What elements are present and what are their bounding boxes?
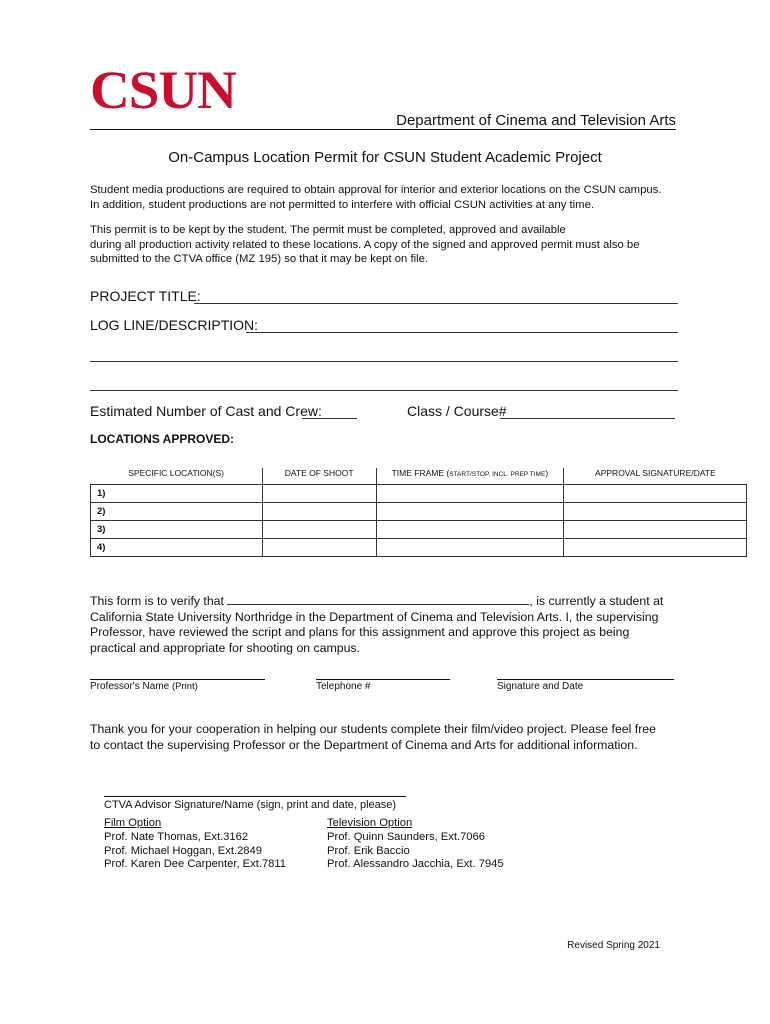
time-cell[interactable]	[376, 521, 564, 539]
project-title-label: PROJECT TITLE:	[90, 288, 201, 304]
thanks-line: to contact the supervising Professor or the Department of Cinema and Arts for additional information.	[90, 737, 638, 752]
intro-line: during all production activity related to these locations. A copy of the signed and approved permit must also be	[90, 238, 640, 251]
location-row	[91, 521, 747, 539]
column-header-approval: APPROVAL SIGNATURE/DATE	[564, 468, 747, 485]
page-title: On-Campus Location Permit for CSUN Student Academic Project	[168, 149, 602, 166]
verification-line: practical and appropriate for shooting on campus.	[90, 640, 361, 655]
film-advisor: Prof. Nate Thomas, Ext.3162	[104, 830, 249, 843]
logline-input-line-2[interactable]	[90, 346, 678, 362]
logline-label: LOG LINE/DESCRIPTION:	[90, 317, 259, 333]
approval-cell[interactable]	[564, 521, 747, 539]
date-cell[interactable]	[262, 539, 376, 557]
location-row	[91, 485, 747, 503]
column-header-location: SPECIFIC LOCATION(S)	[91, 468, 263, 485]
intro-line: This permit is to be kept by the student. The permit must be completed, approved and available	[90, 224, 566, 236]
approval-cell[interactable]	[564, 539, 747, 557]
intro-paragraph-2	[90, 223, 690, 267]
location-row	[91, 503, 747, 521]
verification-line: California State University Northridge in the Department of Cinema and Television Arts. I, the supervising	[90, 609, 659, 624]
film-option-list	[104, 817, 286, 872]
date-cell[interactable]	[262, 503, 376, 521]
tv-advisor: Prof. Alessandro Jacchia, Ext. 7945	[327, 858, 504, 871]
intro-paragraph-1	[90, 183, 690, 212]
class-course-label: Class / Course#	[407, 403, 507, 419]
date-cell[interactable]	[262, 485, 376, 503]
advisor-signature-line[interactable]	[104, 796, 406, 797]
time-cell[interactable]	[376, 539, 564, 557]
location-cell[interactable]: 3)	[91, 521, 263, 539]
film-advisor: Prof. Karen Dee Carpenter, Ext.7811	[104, 858, 287, 871]
time-frame-close: )	[545, 468, 549, 478]
intro-line: Student media productions are required to obtain approval for interior and exterior locations on the CSUN campus.	[90, 184, 662, 196]
tv-advisor: Prof. Erik Baccio	[327, 844, 410, 857]
locations-heading: LOCATIONS APPROVED:	[90, 432, 235, 446]
logline-input[interactable]	[246, 317, 678, 333]
student-name-input[interactable]	[227, 592, 529, 605]
thanks-paragraph	[90, 722, 700, 753]
locations-table	[90, 468, 747, 557]
approval-cell[interactable]	[564, 485, 747, 503]
professor-name-line[interactable]	[90, 679, 265, 680]
header-rule	[90, 129, 676, 130]
tv-advisor: Prof. Quinn Saunders, Ext.7066	[327, 830, 485, 843]
intro-line: In addition, student productions are not permitted to interfere with official CSUN activities at any time.	[90, 198, 595, 211]
cast-crew-input[interactable]	[302, 403, 357, 419]
verification-line: Professor, have reviewed the script and plans for this assignment and approve this project as being	[90, 625, 630, 639]
thanks-line: Thank you for your cooperation in helping our students complete their film/video project. Please feel free	[90, 722, 656, 736]
verification-paragraph	[90, 592, 690, 656]
professor-name-label	[90, 681, 198, 692]
signature-date-line[interactable]	[497, 679, 674, 680]
tv-option-heading: Television Option	[327, 817, 413, 829]
advisor-signature-label: CTVA Advisor Signature/Name (sign, print and date, please)	[104, 799, 397, 811]
approval-cell[interactable]	[564, 503, 747, 521]
film-advisor: Prof. Michael Hoggan, Ext.2849	[104, 844, 262, 857]
logline-input-line-3[interactable]	[90, 375, 678, 391]
class-course-input[interactable]	[500, 403, 675, 419]
csun-logo: CSUN	[90, 60, 236, 120]
date-cell[interactable]	[262, 521, 376, 539]
location-row	[91, 539, 747, 557]
professor-print-note: (Print)	[171, 681, 198, 692]
time-cell[interactable]	[376, 485, 564, 503]
department-name: Department of Cinema and Television Arts	[396, 112, 676, 129]
location-cell[interactable]: 2)	[91, 503, 263, 521]
telephone-line[interactable]	[316, 679, 450, 680]
time-frame-label: TIME FRAME (	[391, 468, 450, 478]
professor-name-text: Professor's Name	[90, 681, 170, 692]
verification-text-before: This form is to verify that	[90, 594, 224, 608]
film-option-heading: Film Option	[104, 817, 162, 829]
verification-text-after: , is currently a student at	[529, 594, 664, 608]
intro-line: submitted to the CTVA office (MZ 195) so that it may be kept on file.	[90, 253, 429, 265]
revision-note: Revised Spring 2021	[567, 940, 660, 951]
project-title-input[interactable]	[194, 288, 678, 304]
column-header-date: DATE OF SHOOT	[262, 468, 376, 485]
column-header-time-frame	[376, 468, 564, 485]
telephone-label: Telephone #	[316, 681, 371, 692]
time-cell[interactable]	[376, 503, 564, 521]
cast-crew-label: Estimated Number of Cast and Crew:	[90, 403, 322, 419]
location-cell[interactable]: 1)	[91, 485, 263, 503]
signature-date-label: Signature and Date	[497, 681, 584, 692]
time-frame-note: START/STOP, INCL. PREP TIME	[449, 471, 546, 478]
location-cell[interactable]: 4)	[91, 539, 263, 557]
tv-option-list	[327, 817, 504, 872]
